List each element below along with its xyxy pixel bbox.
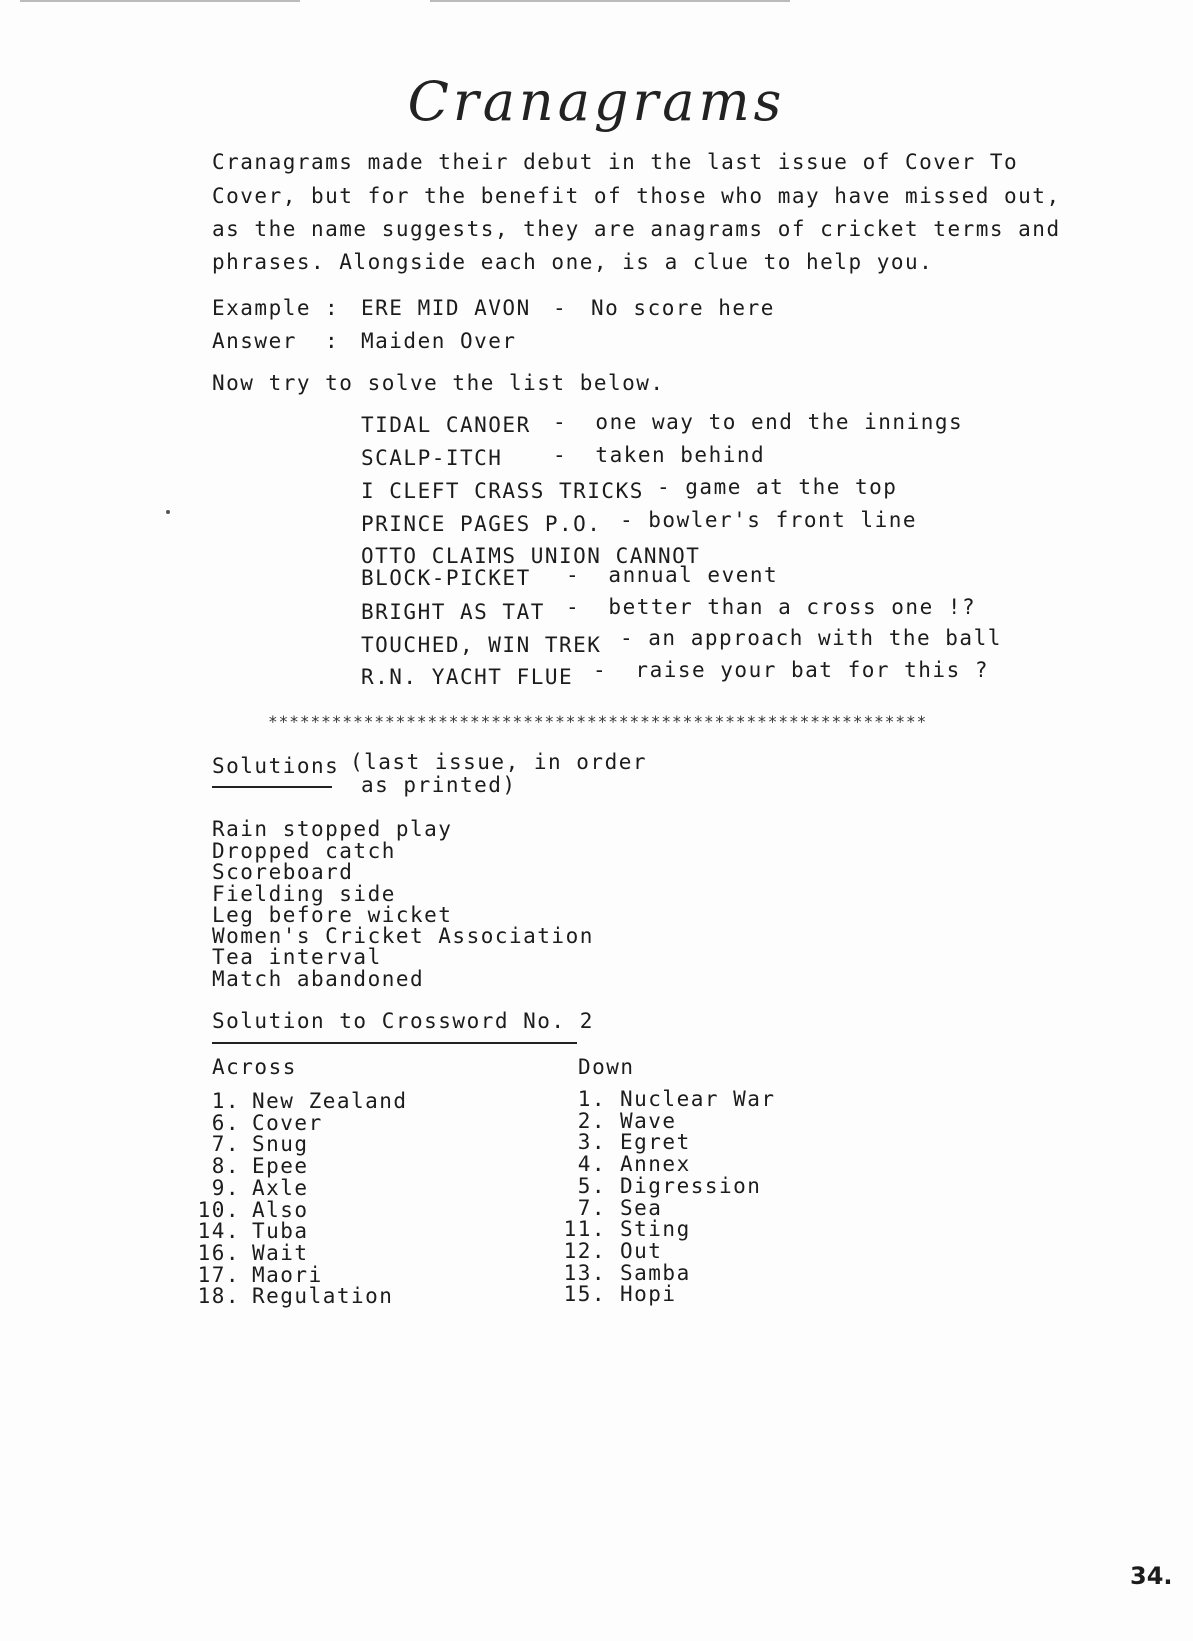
down-label: Down <box>578 1055 635 1079</box>
example-anagram: ERE MID AVON <box>361 296 531 320</box>
solution-item: Fielding side <box>212 882 396 906</box>
down-number: 2. <box>577 1108 606 1133</box>
puzzle-anagram: TIDAL CANOER <box>361 413 531 437</box>
solution-item: Scoreboard <box>212 860 354 884</box>
down-answer: Wave <box>620 1108 677 1133</box>
across-answer: Regulation <box>252 1284 394 1309</box>
solution-item: Leg before wicket <box>212 903 453 927</box>
down-answer: Hopi <box>620 1282 677 1307</box>
puzzle-clue: - taken behind <box>553 443 766 467</box>
down-number: 1. <box>577 1087 606 1111</box>
intro-line: Cover, but for the benefit of those who may have missed out, <box>212 184 1061 208</box>
down-number: 11. <box>563 1217 606 1242</box>
solutions-underline <box>212 786 332 788</box>
puzzle-anagram: OTTO CLAIMS UNION CANNOT <box>361 544 701 568</box>
puzzle-anagram: TOUCHED, WIN TREK <box>361 633 602 657</box>
across-answer: Axle <box>252 1175 309 1200</box>
down-answer: Nuclear War <box>620 1087 776 1111</box>
across-number: 1. <box>211 1089 240 1113</box>
down-number: 3. <box>577 1130 606 1155</box>
across-answer: Wait <box>252 1240 309 1265</box>
puzzle-anagram: I CLEFT CRASS TRICKS <box>361 479 644 503</box>
down-number: 7. <box>577 1195 606 1220</box>
page-title: Cranagrams <box>407 70 786 133</box>
across-answer: Maori <box>252 1262 323 1287</box>
down-number: 4. <box>577 1152 606 1177</box>
across-answer: Also <box>252 1197 309 1222</box>
example-dash: - <box>553 296 568 320</box>
down-answer: Sea <box>620 1195 663 1220</box>
down-number: 12. <box>563 1238 606 1263</box>
down-answer: Samba <box>620 1260 691 1285</box>
puzzle-clue: - raise your bat for this ? <box>593 658 990 682</box>
example-clue: No score here <box>591 296 775 320</box>
across-number: 16. <box>197 1240 240 1265</box>
across-number: 17. <box>197 1262 240 1287</box>
puzzle-clue: - annual event <box>566 563 779 587</box>
across-number: 18. <box>197 1284 240 1309</box>
intro-line: as the name suggests, they are anagrams of cricket terms and <box>212 217 1061 241</box>
down-number: 5. <box>577 1173 606 1198</box>
page-number: 34. <box>1130 1562 1173 1590</box>
top-edge-line <box>20 0 300 2</box>
crossword-underline <box>212 1042 577 1044</box>
down-answer: Sting <box>620 1217 691 1242</box>
solution-item: Women's Cricket Association <box>212 924 594 948</box>
example-sep: : <box>325 296 340 320</box>
across-number: 6. <box>211 1110 240 1135</box>
across-answer: Epee <box>252 1154 309 1179</box>
answer-label: Answer <box>212 329 297 353</box>
star-divider: ************************************************************** <box>268 712 928 731</box>
puzzle-anagram: R.N. YACHT FLUE <box>361 665 574 689</box>
down-answer: Out <box>620 1238 663 1263</box>
across-number: 8. <box>211 1154 240 1179</box>
speck <box>166 510 170 514</box>
puzzle-anagram: BRIGHT AS TAT <box>361 600 545 624</box>
across-number: 14. <box>197 1219 240 1244</box>
example-label: Example <box>212 296 312 320</box>
intro-line: phrases. Alongside each one, is a clue to help you. <box>212 250 934 274</box>
top-edge-line <box>430 0 790 2</box>
solution-item: Tea interval <box>212 945 382 969</box>
puzzle-clue: - better than a cross one !? <box>566 595 977 619</box>
answer-text: Maiden Over <box>361 329 517 353</box>
instruction: Now try to solve the list below. <box>212 371 665 395</box>
across-answer: Cover <box>252 1110 323 1135</box>
down-number: 13. <box>563 1260 606 1285</box>
solutions-subheading: (last issue, in order <box>350 750 648 774</box>
puzzle-clue: - game at the top <box>657 475 898 499</box>
across-number: 7. <box>211 1132 240 1157</box>
down-answer: Annex <box>620 1152 691 1177</box>
answer-sep: : <box>325 329 340 353</box>
puzzle-clue: - an approach with the ball <box>620 626 1002 650</box>
solution-item: Dropped catch <box>212 839 396 863</box>
puzzle-anagram: PRINCE PAGES P.O. <box>361 512 602 536</box>
across-label: Across <box>212 1055 297 1079</box>
crossword-heading: Solution to Crossword No. 2 <box>212 1009 594 1033</box>
across-number: 10. <box>197 1197 240 1222</box>
down-number: 15. <box>563 1282 606 1307</box>
puzzle-clue: - bowler's front line <box>620 508 918 532</box>
across-answer: Snug <box>252 1132 309 1157</box>
solutions-heading: Solutions <box>212 754 340 778</box>
across-answer: New Zealand <box>252 1089 408 1113</box>
down-answer: Egret <box>620 1130 691 1155</box>
across-number: 9. <box>211 1175 240 1200</box>
intro-line: Cranagrams made their debut in the last issue of Cover To <box>212 150 1019 174</box>
puzzle-anagram: SCALP-ITCH <box>361 446 503 470</box>
solution-item: Match abandoned <box>212 967 425 991</box>
across-answer: Tuba <box>252 1219 309 1244</box>
solutions-subheading: as printed) <box>361 773 517 797</box>
puzzle-anagram: BLOCK-PICKET <box>361 566 531 590</box>
solution-item: Rain stopped play <box>212 817 453 841</box>
puzzle-clue: - one way to end the innings <box>553 410 964 434</box>
down-answer: Digression <box>620 1173 762 1198</box>
